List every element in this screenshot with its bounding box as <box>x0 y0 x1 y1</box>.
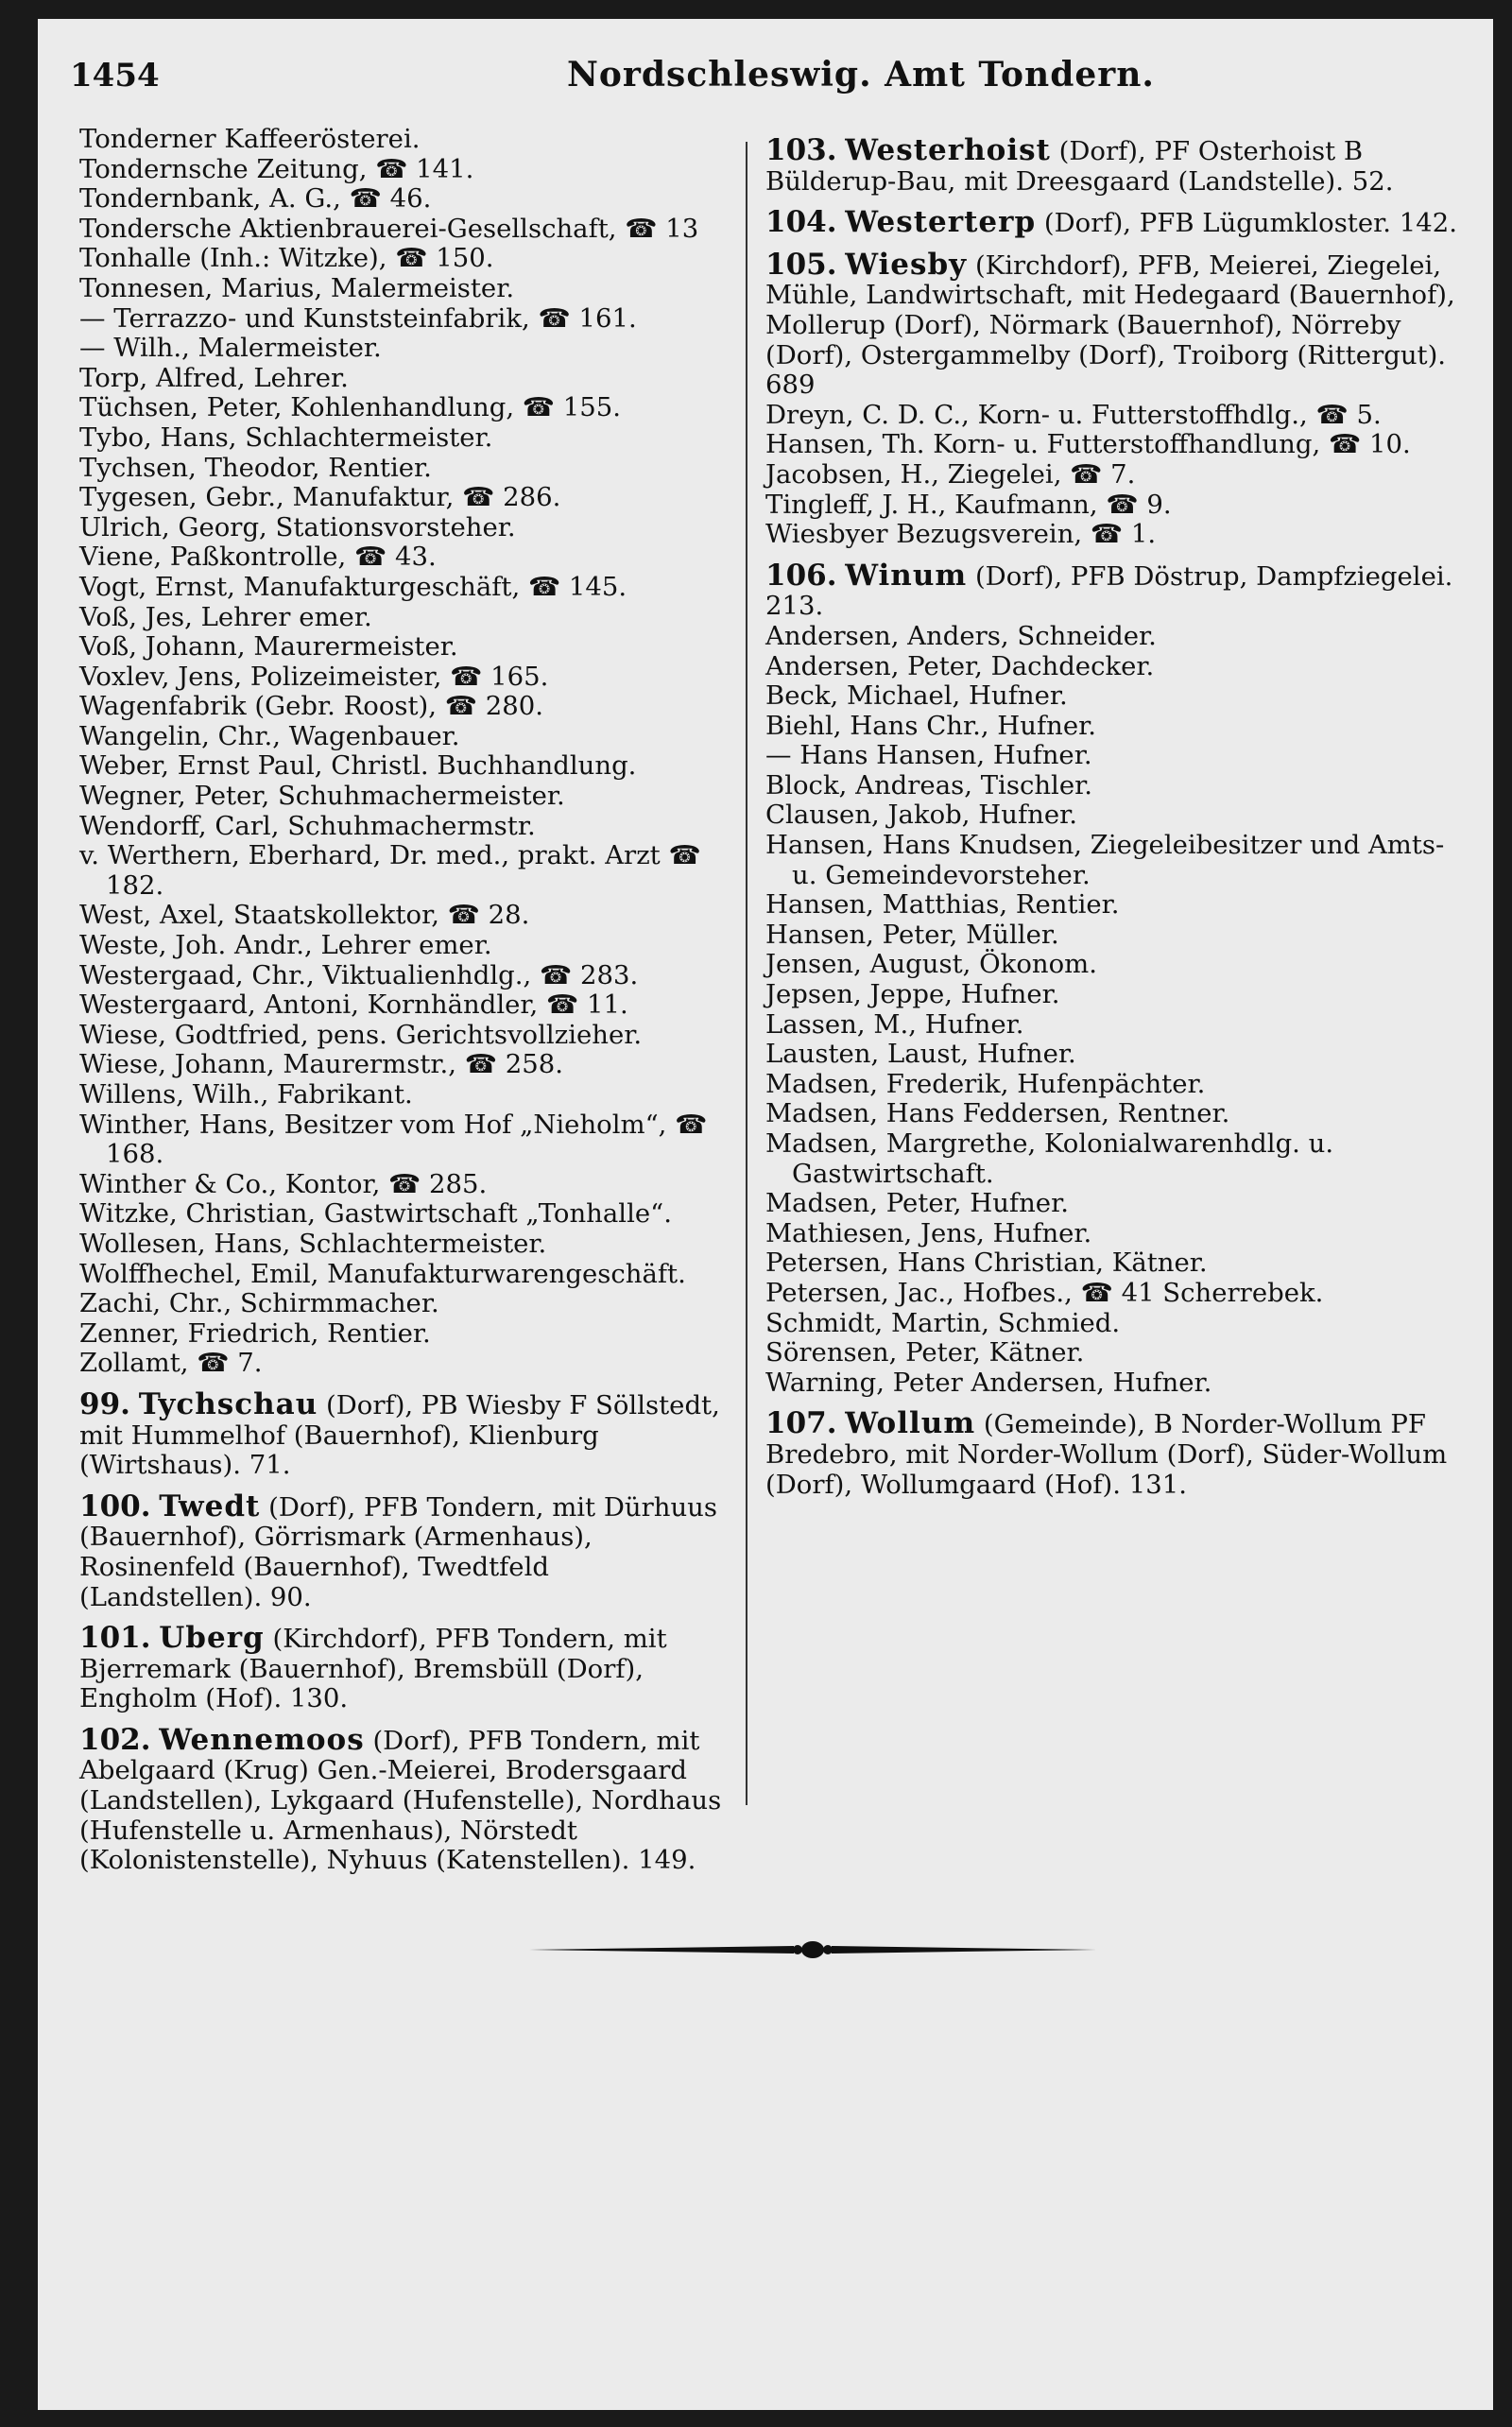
district-heading <box>79 1489 731 1612</box>
directory-entry: Madsen, Hans Feddersen, Rentner. <box>765 1098 1230 1129</box>
directory-entry: Mathiesen, Jens, Hufner. <box>765 1217 1092 1248</box>
directory-entry: Ulrich, Georg, Stationsvorsteher. <box>79 511 516 542</box>
directory-entry: Wiesbyer Bezugsverein, ☎ 1. <box>765 519 1157 550</box>
district-107 <box>765 1406 1463 1500</box>
directory-entry: Lassen, M., Hufner. <box>765 1008 1024 1040</box>
directory-entry: Hansen, Hans Knudsen, Ziegeleibesitzer und Amts- u. Gemeindevorsteher. <box>765 830 1445 890</box>
directory-entry: Wiese, Godtfried, pens. Gerichtsvollzieher. <box>79 1019 643 1050</box>
district-number: 107. <box>765 1406 837 1441</box>
directory-entry: Wagenfabrik (Gebr. Roost), ☎ 280. <box>79 691 543 722</box>
left-column <box>79 125 731 1876</box>
directory-entry: Tondersche Aktienbrauerei-Gesellschaft, ☎ 13 <box>79 213 699 244</box>
directory-entry: Wendorff, Carl, Schuhmachermstr. <box>79 810 536 841</box>
district-heading <box>765 247 1463 401</box>
district-name: Wollum <box>845 1406 976 1441</box>
directory-entry: Voß, Johann, Maurermeister. <box>79 631 458 663</box>
directory-entry: Beck, Michael, Hufner. <box>765 680 1068 712</box>
district-heading <box>765 133 1463 197</box>
directory-entry: Wollesen, Hans, Schlachtermeister. <box>79 1228 547 1259</box>
directory-entry: Clausen, Jakob, Hufner. <box>765 800 1077 831</box>
directory-entry: Westergaard, Antoni, Kornhändler, ☎ 11. <box>79 990 628 1021</box>
directory-entry: Zachi, Chr., Schirmmacher. <box>79 1288 439 1319</box>
directory-entry: Zollamt, ☎ 7. <box>79 1348 263 1379</box>
directory-entry: West, Axel, Staatskollektor, ☎ 28. <box>79 900 530 931</box>
directory-entry: Tychsen, Theodor, Rentier. <box>79 452 432 483</box>
district-description: (Dorf), PF Osterhoist B Bülderup-Bau, mit Dreesgaard (Landstelle). 52. <box>765 136 1394 197</box>
directory-entry: — Terrazzo- und Kunststeinfabrik, ☎ 161. <box>79 302 637 334</box>
directory-entry: Tybo, Hans, Schlachtermeister. <box>79 422 493 453</box>
directory-entry: Petersen, Hans Christian, Kätner. <box>765 1248 1208 1279</box>
district-description: (Gemeinde), B Norder-Wollum PF Bredebro, mit Norder-Wollum (Dorf), Süder-Wollum (Dorf), Wollumgaard (Hof). 131. <box>765 1409 1448 1500</box>
district-description: (Dorf), PFB Döstrup, Dampfziegelei. 213. <box>765 560 1453 622</box>
left-districts <box>79 1386 731 1876</box>
directory-entry: Madsen, Frederik, Hufenpächter. <box>765 1068 1206 1099</box>
district-number: 104. <box>765 205 837 240</box>
district-description: (Dorf), PFB Lügumkloster. 142. <box>1043 208 1457 239</box>
directory-entry: Tonnesen, Marius, Malermeister. <box>79 272 515 303</box>
directory-entry: Hansen, Th. Korn- u. Futterstoffhandlung, ☎ 10. <box>765 429 1411 460</box>
directory-entry: Viene, Paßkontrolle, ☎ 43. <box>79 542 437 573</box>
directory-entry: Lausten, Laust, Hufner. <box>765 1039 1076 1070</box>
district-name: Wiesby <box>845 247 968 282</box>
directory-entry: Voxlev, Jens, Polizeimeister, ☎ 165. <box>79 661 549 692</box>
district-106 <box>765 558 1463 622</box>
left-entries <box>79 125 731 1379</box>
directory-entry: Tonhalle (Inh.: Witzke), ☎ 150. <box>79 243 494 274</box>
directory-entry: Westergaad, Chr., Viktualienhdlg., ☎ 283. <box>79 959 639 990</box>
district-number: 103. <box>765 133 837 167</box>
directory-entry: Wegner, Peter, Schuhmachermeister. <box>79 781 565 812</box>
directory-entry: — Hans Hansen, Hufner. <box>765 740 1092 771</box>
directory-entry: Tondernsche Zeitung, ☎ 141. <box>79 153 474 184</box>
district-description: (Dorf), PFB Tondern, mit Dürhuus (Bauernhof), Görrismark (Armenhaus), Rosinenfeld (Bauernhof), Twedtfeld (Landstellen). 90. <box>79 1491 718 1612</box>
directory-entry: Tingleff, J. H., Kaufmann, ☎ 9. <box>765 489 1172 520</box>
wiesby-entries <box>765 401 1463 550</box>
district-number: 100. <box>79 1489 151 1523</box>
directory-entry: Witzke, Christian, Gastwirtschaft „Tonhalle“. <box>79 1198 672 1230</box>
directory-entry: Tondernbank, A. G., ☎ 46. <box>79 183 432 215</box>
directory-entry: v. Werthern, Eberhard, Dr. med., prakt. Arzt ☎ 182. <box>79 840 701 901</box>
district-number: 102. <box>79 1722 151 1757</box>
directory-entry: Willens, Wilh., Fabrikant. <box>79 1079 413 1110</box>
district-name: Westerterp <box>845 205 1037 240</box>
district-description: (Kirchdorf), PFB Tondern, mit Bjerremark (Bauernhof), Bremsbüll (Dorf), Engholm (Hof). 130. <box>79 1624 667 1714</box>
district-heading <box>765 1406 1463 1500</box>
directory-entry: Tonderner Kaffeerösterei. <box>79 124 421 154</box>
district-name: Uberg <box>159 1621 265 1656</box>
district-name: Wennemoos <box>159 1722 365 1757</box>
district-description: (Kirchdorf), PFB, Meierei, Ziegelei, Mühle, Landwirtschaft, mit Hedegaard (Bauernhof), Mollerup (Dorf), Nörmark (Bauernhof), Nörreby (Dorf), Ostergammelby (Dorf), Troiborg (Rittergut). 689 <box>765 250 1455 401</box>
directory-entry: Sörensen, Peter, Kätner. <box>765 1337 1085 1368</box>
directory-entry: Tüchsen, Peter, Kohlenhandlung, ☎ 155. <box>79 392 622 423</box>
directory-entry: Wangelin, Chr., Wagenbauer. <box>79 720 460 751</box>
directory-entry: Petersen, Jac., Hofbes., ☎ 41 Scherrebek. <box>765 1277 1324 1308</box>
directory-entry: Wiese, Johann, Maurermstr., ☎ 258. <box>79 1049 563 1080</box>
directory-entry: Madsen, Margrethe, Kolonialwarenhdlg. u. Gastwirtschaft. <box>765 1128 1334 1189</box>
district-number: 106. <box>765 558 837 593</box>
ornament-rule <box>529 1937 1096 1962</box>
right-column <box>765 125 1463 1500</box>
district-name: Twedt <box>159 1489 261 1523</box>
right-districts <box>765 133 1463 401</box>
district-heading <box>765 558 1463 622</box>
winum-entries <box>765 622 1463 1398</box>
district-description: (Dorf), PFB Tondern, mit Abelgaard (Krug) Gen.-Meierei, Brodersgaard (Landstellen), Lykgaard (Hufenstelle), Nordhaus (Hufenstelle u. Armenhaus), Nörstedt (Kolonistenstelle), Nyhuus (Katenstellen). 149. <box>79 1725 722 1876</box>
directory-entry: Tygesen, Gebr., Manufaktur, ☎ 286. <box>79 482 561 513</box>
directory-entry: Dreyn, C. D. C., Korn- u. Futterstoffhdlg., ☎ 5. <box>765 399 1382 430</box>
directory-entry: Voß, Jes, Lehrer emer. <box>79 601 372 632</box>
directory-entry: Vogt, Ernst, Manufakturgeschäft, ☎ 145. <box>79 571 627 602</box>
district-number: 101. <box>79 1621 151 1656</box>
directory-entry: Torp, Alfred, Lehrer. <box>79 362 349 393</box>
district-name: Tychschau <box>138 1386 318 1421</box>
district-heading <box>79 1621 731 1714</box>
column-divider <box>746 142 747 1805</box>
directory-entry: Jepsen, Jeppe, Hufner. <box>765 979 1060 1010</box>
directory-entry: Winther & Co., Kontor, ☎ 285. <box>79 1168 488 1199</box>
district-description: (Dorf), PB Wiesby F Söllstedt, mit Hummelhof (Bauernhof), Klienburg (Wirtshaus). 71. <box>79 1389 720 1481</box>
directory-entry: Andersen, Anders, Schneider. <box>765 620 1157 651</box>
directory-entry: — Wilh., Malermeister. <box>79 333 382 364</box>
district-heading <box>79 1386 731 1481</box>
directory-entry: Biehl, Hans Chr., Hufner. <box>765 710 1097 741</box>
directory-entry: Andersen, Peter, Dachdecker. <box>765 650 1155 681</box>
directory-entry: Weber, Ernst Paul, Christl. Buchhandlung. <box>79 750 637 782</box>
directory-entry: Warning, Peter Andersen, Hufner. <box>765 1367 1212 1398</box>
directory-entry: Block, Andreas, Tischler. <box>765 769 1092 800</box>
directory-entry: Jensen, August, Ökonom. <box>765 949 1097 980</box>
directory-entry: Schmidt, Martin, Schmied. <box>765 1307 1121 1338</box>
page-number: 1454 <box>70 57 160 95</box>
directory-entry: Jacobsen, H., Ziegelei, ☎ 7. <box>765 458 1136 490</box>
directory-entry: Zenner, Friedrich, Rentier. <box>79 1317 431 1349</box>
district-name: Westerhoist <box>845 133 1051 167</box>
directory-entry: Winther, Hans, Besitzer vom Hof „Nieholm“, ☎ 168. <box>79 1109 708 1170</box>
district-heading <box>79 1722 731 1876</box>
district-number: 99. <box>79 1386 130 1421</box>
directory-entry: Madsen, Peter, Hufner. <box>765 1188 1069 1219</box>
directory-entry: Hansen, Peter, Müller. <box>765 919 1059 950</box>
directory-page <box>38 19 1493 2410</box>
directory-entry: Hansen, Matthias, Rentier. <box>765 889 1120 921</box>
district-name: Winum <box>845 558 968 593</box>
running-head: Nordschleswig. Amt Tondern. <box>567 55 1155 95</box>
directory-entry: Wolffhechel, Emil, Manufakturwarengeschäft. <box>79 1258 686 1289</box>
district-heading <box>765 205 1463 240</box>
directory-entry: Weste, Joh. Andr., Lehrer emer. <box>79 930 492 961</box>
district-number: 105. <box>765 247 837 282</box>
